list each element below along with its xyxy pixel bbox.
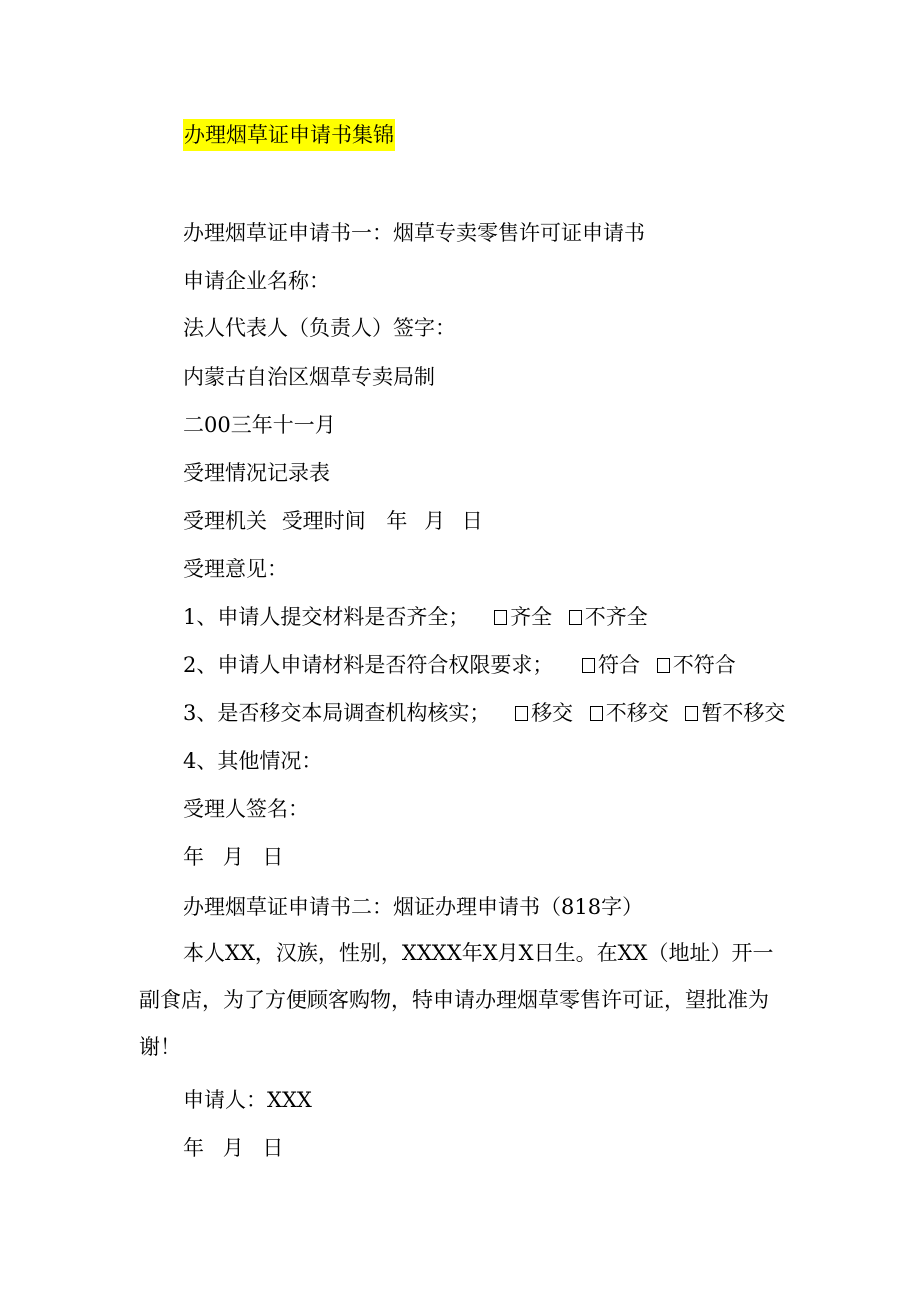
record-fields-row [183, 506, 483, 536]
month-label: 月 [424, 509, 446, 533]
month-label: 月 [222, 845, 244, 869]
sign-date-row [183, 842, 295, 872]
option-defer-transfer[interactable]: 暂不移交 [685, 701, 785, 725]
year-label: 年 [183, 845, 204, 869]
company-name-label: 申请企业名称： [183, 269, 330, 293]
option-noncompliant[interactable]: 不符合 [657, 653, 736, 677]
day-label: 日 [262, 845, 284, 869]
checkbox-icon[interactable] [569, 610, 582, 625]
question-1 [183, 602, 648, 632]
issue-date: 二00三年十一月 [183, 413, 336, 437]
application-2-body: 本人XX，汉族，性别，XXXX年X月X日生。在XX（地址）开一副食店，为了方便顾客购物，特申请办理烟草零售许可证，望批准为谢！ [139, 941, 774, 1059]
legal-rep-signature-label: 法人代表人（负责人）签字： [183, 316, 456, 340]
option-transfer[interactable]: 移交 [515, 701, 573, 725]
document-title: 办理烟草证申请书集锦 [183, 119, 395, 151]
question-4: 4、其他情况： [183, 749, 323, 773]
agency-label: 受理机关 [183, 509, 267, 533]
checkbox-icon[interactable] [590, 706, 603, 721]
option-no-transfer[interactable]: 不移交 [590, 701, 669, 725]
checkbox-icon[interactable] [494, 610, 507, 625]
checkbox-icon[interactable] [685, 706, 698, 721]
question-2-text: 2、申请人申请材料是否符合权限要求； [183, 653, 554, 677]
opinion-label: 受理意见： [183, 557, 288, 581]
option-compliant[interactable]: 符合 [582, 653, 640, 677]
signer-label: 受理人签名： [183, 797, 309, 821]
checkbox-icon[interactable] [657, 658, 670, 673]
month-label: 月 [222, 1136, 244, 1160]
question-3 [183, 698, 785, 728]
issuer-line: 内蒙古自治区烟草专卖局制 [183, 365, 435, 389]
application-1-heading: 办理烟草证申请书一：烟草专卖零售许可证申请书 [183, 221, 645, 245]
year-label: 年 [183, 1136, 204, 1160]
day-label: 日 [461, 509, 483, 533]
checkbox-icon[interactable] [582, 658, 595, 673]
record-table-title: 受理情况记录表 [183, 461, 330, 485]
application-2-date-row [183, 1133, 295, 1163]
time-label: 受理时间 [281, 509, 366, 533]
checkbox-icon[interactable] [515, 706, 528, 721]
option-complete[interactable]: 齐全 [494, 605, 552, 629]
applicant-line: 申请人：XXX [183, 1088, 312, 1112]
day-label: 日 [262, 1136, 284, 1160]
question-3-text: 3、是否移交本局调查机构核实； [183, 701, 491, 725]
question-2 [183, 650, 736, 680]
application-2-heading: 办理烟草证申请书二：烟证办理申请书（818字） [183, 895, 644, 919]
option-incomplete[interactable]: 不齐全 [569, 605, 648, 629]
year-label: 年 [386, 509, 408, 533]
question-1-text: 1、申请人提交材料是否齐全； [183, 605, 470, 629]
